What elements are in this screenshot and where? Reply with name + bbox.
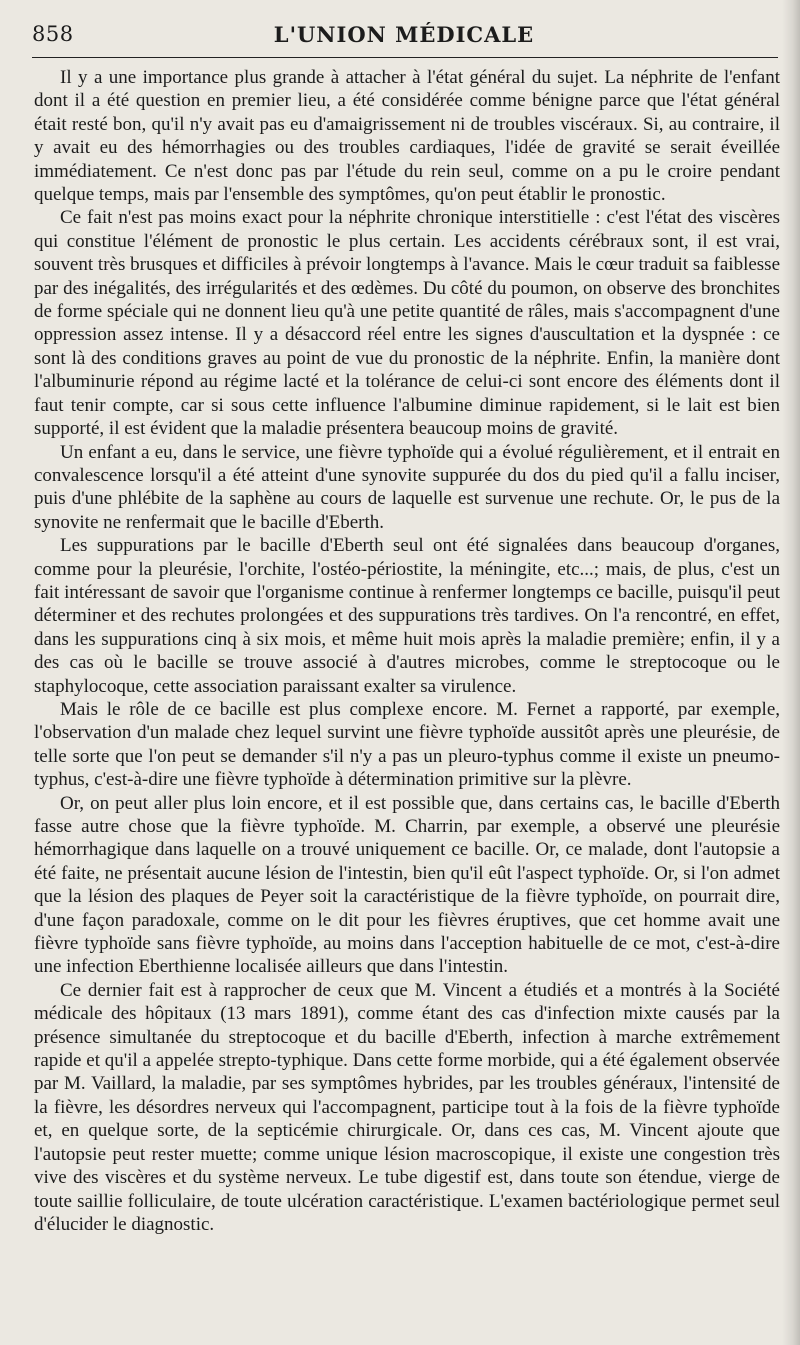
running-title: L'UNION MÉDICALE [273, 22, 535, 47]
article-body [34, 66, 780, 1236]
page-number: 858 [32, 22, 74, 46]
paragraph: Un enfant a eu, dans le service, une fièvre typhoïde qui a évolué régulièrement, et il entrait en convalescence lorsqu'il a été atteint d'une synovite suppurée du dos du pied qu'il a fallu inciser, puis d'une phlébite de la saphène au cours de laquelle est survenue une rechute. Or, le pus de la synovite ne renfermait que le bacille d'Eberth. [34, 441, 780, 533]
page-header [32, 14, 776, 50]
paragraph: Ce dernier fait est à rapprocher de ceux que M. Vincent a étudiés et a montrés à la Société médicale des hôpitaux (13 mars 1891), comme étant des cas d'infection mixte causés par la présence simultanée du streptocoque et du bacille d'Eberth, infection à marche extrêmement rapide et qu'il a appelée strepto-typhique. Dans cette forme morbide, qui a été également observée par M. Vaillard, la maladie, par ses symptômes hybrides, par les troubles généraux, l'intensité de la fièvre, les désordres nerveux qui l'accompagnent, participe tout à la fois de la fièvre typhoïde et, en quelque sorte, de la septicémie chirurgicale. Or, dans ces cas, M. Vincent ajoute que l'autopsie peut rester muette; comme unique lésion macroscopique, il existe une congestion très vive des viscères et du système nerveux. Le tube digestif est, dans toute son étendue, vierge de toute saillie folliculaire, de toute ulcération caractéristique. L'examen bactériologique permet seul d'élucider le diagnostic. [34, 979, 780, 1235]
paragraph: Il y a une importance plus grande à attacher à l'état général du sujet. La néphrite de l'enfant dont il a été question en premier lieu, a été considérée comme bénigne parce que l'état général était resté bon, qu'il n'y avait pas eu d'amaigrissement ni de troubles viscéraux. Si, au contraire, il y avait eu des hémorrhagies ou des troubles cardiaques, l'idée de gravité se serait éveillée immédiatement. Ce n'est donc pas par l'étude du rein seul, comme on a pu le croire pendant quelque temps, mais par l'ensemble des symptômes, qu'on peut établir le pronostic. [34, 67, 780, 206]
paragraph: Mais le rôle de ce bacille est plus complexe encore. M. Fernet a rapporté, par exemple, l'observation d'un malade chez lequel survint une fièvre typhoïde aussitôt après une pleurésie, de telle sorte que l'on peut se demander s'il n'y a pas un pleuro-typhus comme il existe un pneumo-typhus, c'est-à-dire une fièvre typhoïde à détermination primitive sur la plèvre. [34, 698, 780, 791]
paragraph: Ce fait n'est pas moins exact pour la néphrite chronique interstitielle : c'est l'état des viscères qui constitue l'élément de pronostic le plus certain. Les accidents cérébraux sont, il est vrai, souvent très brusques et difficiles à prévoir longtemps à l'avance. Mais le cœur traduit sa faiblesse par des inégalités, des irrégularités et des œdèmes. Du côté du poumon, on observe des bronchites de forme spéciale qui ne donnent lieu qu'à une petite quantité de râles, mais s'accompagnent d'une oppression assez intense. Il y a désaccord réel entre les signes d'auscultation et la dyspnée : ce sont là des conditions graves au point de vue du pronostic de la néphrite. Enfin, la manière dont l'albuminurie répond au régime lacté et la tolérance de celui-ci sont encore des éléments dont il faut tenir compte, car si sous cette influence l'albumine diminue rapidement, si le lait est bien supporté, il est évident que la maladie présentera beaucoup moins de gravité. [34, 207, 780, 440]
page-edge-shadow [782, 0, 800, 1345]
paragraph: Or, on peut aller plus loin encore, et il est possible que, dans certains cas, le bacille d'Eberth fasse autre chose que la fièvre typhoïde. M. Charrin, par exemple, a observé une pleurésie hémorrhagique dans laquelle on a trouvé uniquement ce bacille. Or, ce malade, dont l'autopsie a été faite, ne présentait aucune lésion de l'intestin, bien qu'il eût l'aspect typhoïde. Or, si l'on admet que la lésion des plaques de Peyer soit la caractéristique de la fièvre typhoïde, on pourrait dire, d'une façon paradoxale, comme on le dit pour les fièvres éruptives, que cet homme avait une fièvre typhoïde sans fièvre typhoïde, au moins dans l'acception habituelle de ce mot, c'est-à-dire une infection Eberthienne localisée ailleurs que dans l'intestin. [34, 792, 780, 978]
header-rule [32, 57, 778, 58]
paragraph: Les suppurations par le bacille d'Eberth seul ont été signalées dans beaucoup d'organes, comme pour la pleurésie, l'orchite, l'ostéo-périostite, la méningite, etc...; mais, de plus, c'est un fait intéressant de savoir que l'organisme continue à renfermer longtemps ce bacille, puisqu'il peut déterminer et des rechutes prolongées et des suppurations très tardives. On l'a rencontré, en effet, dans les suppurations cinq à six mois, et même huit mois après la maladie première; enfin, il y a des cas où le bacille se trouve associé à d'autres microbes, comme le streptocoque ou le staphylocoque, cette association paraissant exalter sa virulence. [34, 535, 780, 697]
